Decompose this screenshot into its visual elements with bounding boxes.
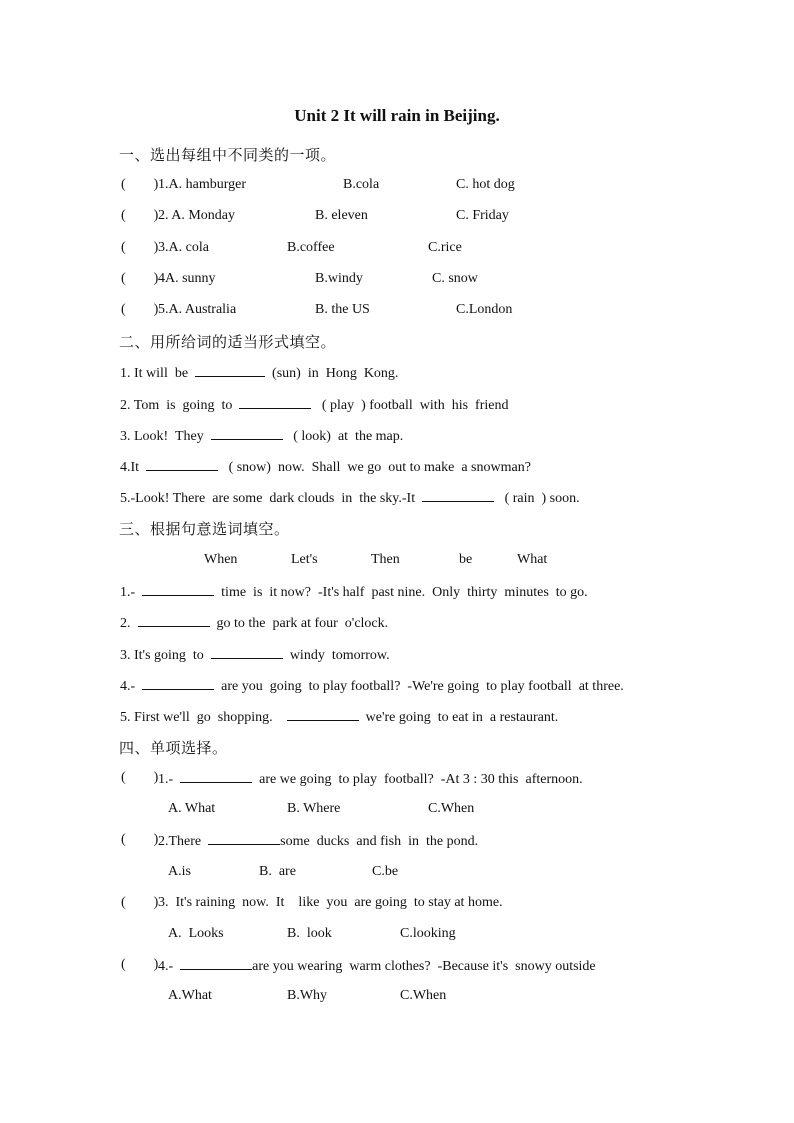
answer-blank[interactable]: [142, 677, 214, 690]
answer-blank[interactable]: [180, 770, 252, 783]
option-a: 3.A. cola: [158, 240, 209, 255]
option-a: 2. A. Monday: [158, 208, 235, 223]
answer-paren[interactable]: ( ): [121, 832, 159, 847]
option-b: B. look: [287, 926, 332, 941]
sentence-start: 3. Look! They: [120, 429, 211, 444]
answer-paren[interactable]: ( ): [121, 302, 159, 317]
word-bank-item: Let's: [291, 552, 318, 567]
option-a: 4A. sunny: [158, 271, 216, 286]
option-b: B.windy: [315, 271, 363, 286]
sentence-end: ( play ) football with his friend: [311, 398, 509, 413]
option-a: 5.A. Australia: [158, 302, 237, 317]
word-bank-item: be: [459, 552, 473, 567]
option-a: 1.A. hamburger: [158, 177, 246, 192]
answer-paren[interactable]: ( ): [121, 208, 159, 223]
option-c: C. snow: [432, 271, 478, 286]
fill-in-sentence: [120, 396, 508, 414]
option-c: C.rice: [428, 240, 462, 255]
option-a: A.What: [168, 988, 212, 1003]
fill-in-sentence: [120, 677, 624, 695]
option-c: C.London: [456, 302, 513, 317]
question-text: [158, 770, 583, 788]
option-c: C.When: [400, 988, 447, 1003]
question-text: [158, 832, 478, 850]
fill-in-sentence: [120, 427, 403, 445]
answer-blank[interactable]: [211, 646, 283, 659]
option-b: B. the US: [315, 302, 370, 317]
word-bank-item: What: [517, 552, 548, 567]
answer-paren[interactable]: ( ): [121, 177, 159, 192]
fill-in-sentence: [120, 646, 390, 664]
section4-heading: 四、单项选择。: [119, 739, 228, 757]
sentence-end: ( rain ) soon.: [494, 491, 580, 506]
section2-heading: 二、用所给词的适当形式填空。: [119, 333, 337, 351]
sentence-start: 2.: [120, 616, 138, 631]
answer-blank[interactable]: [146, 458, 218, 471]
sentence-end: time is it now? -It's half past nine. Only thirty minutes to go.: [214, 585, 588, 600]
sentence-start: 2.There: [158, 834, 209, 849]
option-c: C.When: [428, 801, 475, 816]
fill-in-sentence: [120, 364, 398, 382]
sentence-end: go to the park at four o'clock.: [209, 616, 389, 631]
option-a: A.is: [168, 864, 191, 879]
option-b: B.cola: [343, 177, 380, 192]
option-c: C.be: [372, 864, 399, 879]
fill-in-sentence: [120, 614, 388, 632]
answer-blank[interactable]: [142, 583, 214, 596]
sentence-end: are you going to play football? -We're going to play football at three.: [214, 679, 624, 694]
word-bank-item: Then: [371, 552, 400, 567]
option-b: B. are: [259, 864, 296, 879]
answer-paren[interactable]: ( ): [121, 957, 159, 972]
answer-blank[interactable]: [138, 614, 210, 627]
answer-blank[interactable]: [195, 364, 265, 377]
section1-heading: 一、选出每组中不同类的一项。: [119, 146, 337, 164]
option-a: A. Looks: [168, 926, 224, 941]
sentence-end: windy tomorrow.: [282, 648, 390, 663]
word-bank-item: When: [204, 552, 238, 567]
answer-blank[interactable]: [211, 427, 283, 440]
sentence-start: 1.-: [158, 772, 181, 787]
sentence-start: 2. Tom is going to: [120, 398, 240, 413]
sentence-end: are you wearing warm clothes? -Because it's snowy outside: [252, 959, 596, 974]
answer-blank[interactable]: [287, 708, 359, 721]
option-b: B.Why: [287, 988, 328, 1003]
answer-paren[interactable]: ( ): [121, 770, 159, 785]
option-a: A. What: [168, 801, 216, 816]
answer-blank[interactable]: [208, 832, 280, 845]
sentence-start: 4.-: [120, 679, 143, 694]
sentence-start: 5. First we'll go shopping.: [120, 710, 287, 725]
sentence-start: 5.-Look! There are some dark clouds in the sky.-It: [120, 491, 423, 506]
fill-in-sentence: [120, 708, 558, 726]
answer-paren[interactable]: ( ): [121, 271, 159, 286]
sentence-end: we're going to eat in a restaurant.: [358, 710, 559, 725]
sentence-end: ( snow) now. Shall we go out to make a snowman?: [218, 460, 531, 475]
sentence-end: some ducks and fish in the pond.: [280, 834, 479, 849]
sentence-end: (sun) in Hong Kong.: [265, 366, 399, 381]
answer-blank[interactable]: [239, 396, 311, 409]
answer-paren[interactable]: ( ): [121, 240, 159, 255]
sentence-start: 1. It will be: [120, 366, 196, 381]
option-b: B. Where: [287, 801, 341, 816]
fill-in-sentence: [120, 583, 588, 601]
section3-heading: 三、根据句意选词填空。: [119, 520, 290, 538]
answer-blank[interactable]: [180, 957, 252, 970]
option-b: B. eleven: [315, 208, 368, 223]
option-b: B.coffee: [287, 240, 335, 255]
sentence-end: ( look) at the map.: [282, 429, 404, 444]
fill-in-sentence: [120, 489, 580, 507]
sentence-start: 4.It: [120, 460, 147, 475]
sentence-start: 1.-: [120, 585, 143, 600]
sentence-start: 4.-: [158, 959, 181, 974]
question-text: [158, 957, 596, 975]
answer-paren[interactable]: ( ): [121, 895, 159, 910]
sentence-start: 3. It's going to: [120, 648, 211, 663]
fill-in-sentence: [120, 458, 531, 476]
sentence-end: are we going to play football? -At 3 : 30 this afternoon.: [252, 772, 583, 787]
option-c: C.looking: [400, 926, 456, 941]
answer-blank[interactable]: [422, 489, 494, 502]
option-c: C. hot dog: [456, 177, 515, 192]
page-title: Unit 2 It will rain in Beijing.: [294, 106, 500, 125]
question-text: 3. It's raining now. It like you are going to stay at home.: [158, 895, 503, 910]
option-c: C. Friday: [456, 208, 509, 223]
